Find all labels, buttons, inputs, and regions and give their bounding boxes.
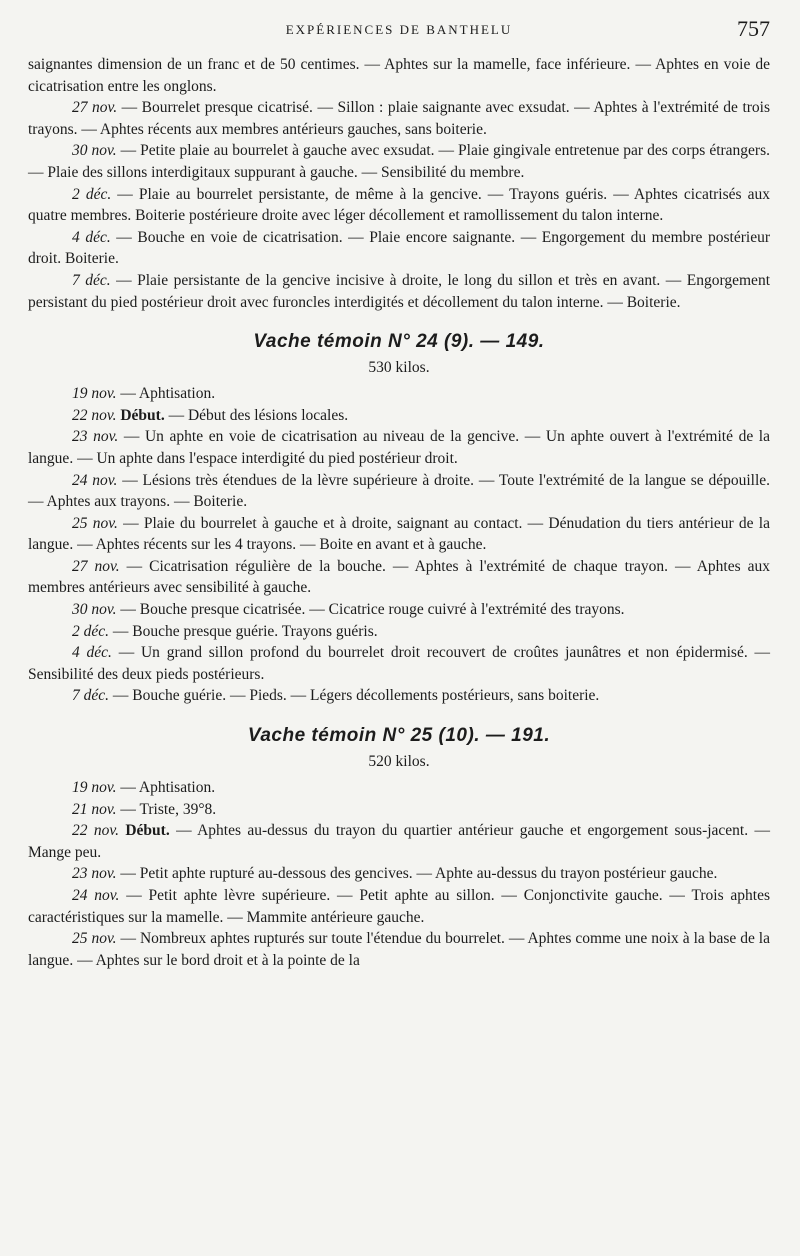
entry-paragraph [28, 227, 770, 270]
entry-date: 4 déc. [72, 228, 111, 246]
section-title-cow-24: Vache témoin N° 24 (9). — 149. [253, 331, 545, 353]
entry-text: — Aphtisation. [116, 779, 216, 797]
entry-paragraph [28, 513, 770, 556]
section-title-cow-25: Vache témoin N° 25 (10). — 191. [247, 725, 551, 747]
entry-paragraph [28, 140, 770, 183]
entry-text: — Bouche presque cicatrisée. — Cicatrice rouge cuivré à l'extrémité des trayons. [116, 601, 625, 619]
entry-paragraph [28, 621, 770, 643]
entry-text: — Plaie persistante de la gencive incisive à droite, le long du sillon et très en avant. — Engorgement persistant du pied postérieur droit avec furoncles interdigités et décollement du talon interne. — Boiterie. [28, 271, 770, 311]
entry-text: — Petit aphte rupturé au-dessous des gencives. — Aphte au-dessus du trayon postérieur gauche. [116, 865, 718, 883]
entry-paragraph [28, 270, 770, 313]
section-weight: 530 kilos. [368, 359, 430, 377]
entry-date: 27 nov. [72, 557, 120, 575]
entry-date: 22 nov. [72, 406, 117, 424]
entry-date: 7 déc. [72, 687, 110, 705]
entry-date: 21 nov. [72, 800, 117, 818]
entry-paragraph [28, 799, 770, 821]
running-title: EXPÉRIENCES DE BANTHELU [285, 22, 513, 37]
entry-text: — Un aphte en voie de cicatrisation au niveau de la gencive. — Un aphte ouvert à l'extrémité de la langue. — Un aphte dans l'espace interdigité du pied postérieur droit. [28, 428, 770, 467]
entry-date: 4 déc. [72, 644, 112, 662]
entry-text: — Début des lésions locales. [164, 406, 349, 424]
entry-paragraph [28, 405, 770, 427]
entry-paragraph [28, 383, 770, 405]
entry-date: 25 nov. [72, 930, 117, 948]
entry-bold-label: Début. [116, 406, 165, 424]
entry-text: — Bouche presque guérie. Trayons guéris. [109, 622, 378, 640]
entry-paragraph [28, 885, 770, 928]
entry-date: 27 nov. [72, 99, 118, 117]
entry-paragraph [28, 426, 770, 469]
entry-text: — Lésions très étendues de la lèvre supérieure à droite. — Toute l'extrémité de la langue se dépouille. — Aphtes aux trayons. — Boiterie. [28, 471, 771, 511]
entry-paragraph [28, 642, 770, 685]
entry-date: 2 déc. [72, 622, 110, 640]
entry-text: — Petit aphte lèvre supérieure. — Petit aphte au sillon. — Conjonctivite gauche. — Trois aphtes caractéristiques sur la mamelle. — Mammite antérieure gauche. [28, 887, 771, 926]
entry-text: — Bouche en voie de cicatrisation. — Plaie encore saignante. — Engorgement du membre postérieur droit. Boiterie. [28, 228, 770, 268]
entry-paragraph [28, 556, 770, 599]
entry-date: 7 déc. [72, 271, 111, 289]
entry-text: — Triste, 39°8. [116, 800, 217, 818]
section-entries-cow-24 [28, 383, 770, 707]
section-entries-cow-25 [28, 777, 770, 971]
page-header [28, 16, 770, 54]
entry-text: saignantes dimension de un franc et de 50 centimes. — Aphtes sur la mamelle, face inférieure. — Aphtes en voie de cicatrisation entre les onglons. [28, 56, 770, 95]
entry-paragraph [28, 599, 770, 621]
entry-bold-label: Début. [118, 822, 170, 840]
entry-paragraph [28, 863, 770, 885]
entry-date: 2 déc. [72, 185, 112, 203]
entry-paragraph [28, 470, 770, 513]
section-weight: 520 kilos. [368, 753, 430, 771]
entry-text: — Plaie du bourrelet à gauche et à droite, saignant au contact. — Dénudation du tiers antérieur de la langue. — Aphtes récents sur les 4 trayons. — Boite en avant et à gauche. [28, 514, 770, 554]
entry-paragraph [28, 777, 770, 799]
entry-paragraph [28, 54, 770, 97]
entry-date: 30 nov. [72, 601, 117, 619]
entry-date: 24 nov. [72, 887, 120, 904]
entry-date: 23 nov. [72, 428, 119, 446]
entry-text: — Bourrelet presque cicatrisé. — Sillon : plaie saignante avec exsudat. — Aphtes à l'extrémité de trois trayons. — Aphtes récents aux membres antérieurs gauches, sans boiterie. [28, 99, 770, 138]
entry-date: 19 nov. [72, 385, 117, 403]
entry-paragraph [28, 97, 770, 140]
intro-entries [28, 54, 770, 313]
entry-paragraph [28, 685, 770, 707]
entry-paragraph [28, 928, 770, 971]
entry-paragraph [28, 184, 770, 227]
entry-text: — Aphtisation. [116, 385, 216, 403]
entry-text: — Cicatrisation régulière de la bouche. — Aphtes à l'extrémité de chaque trayon. — Aphtes aux membres antérieurs avec sensibilité à gauche. [28, 557, 771, 597]
entry-text: — Aphtes au-dessus du trayon du quartier antérieur gauche et engorgement sous-jacent. — Mange peu. [28, 822, 770, 861]
entry-date: 24 nov. [72, 471, 118, 489]
entry-date: 22 nov. [72, 822, 119, 840]
entry-text: — Plaie au bourrelet persistante, de même à la gencive. — Trayons guéris. — Aphtes cicatrisés aux quatre membres. Boiterie postérieure droite avec léger décollement et ramollissement du talon interne. [28, 185, 770, 225]
entry-text: — Un grand sillon profond du bourrelet droit recouvert de croûtes jaunâtres et non épidermisé. — Sensibilité des deux pieds postérieurs. [28, 644, 770, 683]
entry-date: 30 nov. [72, 142, 117, 160]
entry-date: 19 nov. [72, 779, 117, 797]
entry-text: — Bouche guérie. — Pieds. — Légers décollements postérieurs, sans boiterie. [109, 687, 600, 705]
entry-text: — Nombreux aphtes rupturés sur toute l'étendue du bourrelet. — Aphtes comme une noix à la base de la langue. — Aphtes sur le bord droit et à la pointe de la [28, 930, 770, 969]
page-number: 757 [737, 16, 770, 41]
entry-date: 23 nov. [72, 865, 117, 883]
entry-text: — Petite plaie au bourrelet à gauche avec exsudat. — Plaie gingivale entretenue par des corps étrangers. — Plaie des sillons interdigitaux suppurant à gauche. — Sensibilité du membre. [28, 142, 771, 181]
entry-date: 25 nov. [72, 514, 118, 532]
entry-paragraph [28, 820, 770, 863]
